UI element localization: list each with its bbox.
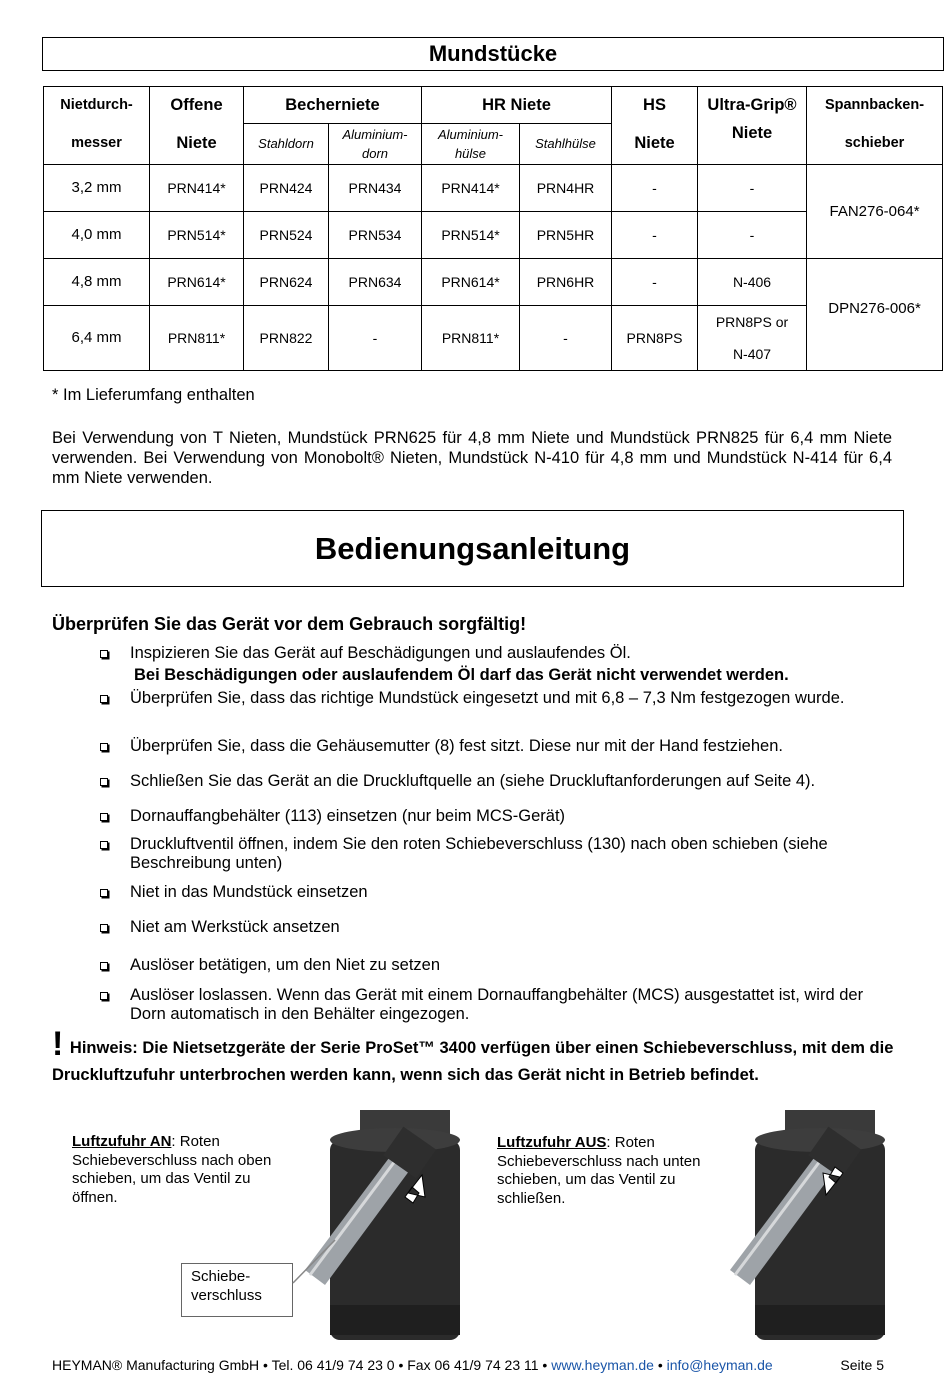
subheader-stahldorn: Stahldorn xyxy=(244,123,329,164)
list-item: Dornauffangbehälter (113) einsetzen (nur beim MCS-Gerät) xyxy=(130,807,566,825)
cell-ultragrip: N-406 xyxy=(698,258,807,305)
list-item-text: Inspizieren Sie das Gerät auf Beschädigungen und auslaufendes Öl. xyxy=(130,644,631,662)
cell-ultragrip-line-1: PRN8PS or xyxy=(715,313,789,330)
footer-website-link[interactable]: www.heyman.de xyxy=(551,1357,654,1373)
cell-hs: - xyxy=(612,164,698,211)
list-item: Überprüfen Sie, dass die Gehäusemutter (8) fest sitzt. Diese nur mit der Hand festziehen. xyxy=(130,737,783,755)
caption-air-on-text: : Roten Schiebeverschluss nach oben schieben, um das Ventil zu öffnen. xyxy=(72,1133,272,1206)
list-item: Überprüfen Sie, dass das richtige Mundstück eingesetzt und mit 6,8 – 7,3 Nm festgezogen wurde. xyxy=(130,689,845,707)
header-ultragrip-1: Ultra-Grip® xyxy=(698,87,807,124)
cell-ultragrip-line-2: N-407 xyxy=(732,345,772,362)
notice xyxy=(52,1025,912,1089)
cell-stahldorn: PRN624 xyxy=(244,258,329,305)
caption-air-off-title: Luftzufuhr AUS xyxy=(497,1134,607,1151)
cell-stahldorn: PRN424 xyxy=(244,164,329,211)
cell-stahldorn: PRN822 xyxy=(244,305,329,370)
notice-text: Hinweis: Die Nietsetzgeräte der Serie ProSet™ 3400 verfügen über einen Schiebeverschluss, mit dem die Druckluftzufuhr unterbrochen werden kann, wenn sich das Gerät nicht in Betrieb befindet. xyxy=(52,1039,894,1084)
cell-offene: PRN614* xyxy=(150,258,244,305)
cell-spannbacken-a: FAN276-064* xyxy=(807,164,943,258)
list-item-warning: Bei Beschädigungen oder auslaufendem Öl darf das Gerät nicht verwendet werden. xyxy=(134,666,789,684)
cell-hs: - xyxy=(612,211,698,258)
cell-stahldorn: PRN524 xyxy=(244,211,329,258)
cell-aluminium-huelse: PRN514* xyxy=(422,211,520,258)
header-nietdurch-2: messer xyxy=(44,123,150,164)
cell-hs: PRN8PS xyxy=(612,305,698,370)
list-item: Druckluftventil öffnen, indem Sie den roten Schiebeverschluss (130) nach oben schieben (siehe Beschreibung unten) xyxy=(130,835,828,872)
caption-air-off xyxy=(497,1134,717,1208)
checkbox-icon xyxy=(100,962,108,970)
section-title-mundstuecke: Mundstücke xyxy=(42,37,944,71)
checkbox-icon xyxy=(100,650,108,658)
cell-offene: PRN514* xyxy=(150,211,244,258)
cell-aluminium-huelse: PRN811* xyxy=(422,305,520,370)
cell-aluminium-dorn: PRN634 xyxy=(329,258,422,305)
cell-aluminium-dorn: - xyxy=(329,305,422,370)
cell-stahlhuelse: PRN6HR xyxy=(520,258,612,305)
footer-company: HEYMAN® Manufacturing GmbH • Tel. 06 41/9 74 23 0 • Fax 06 41/9 74 23 11 • xyxy=(52,1357,552,1373)
caption-air-off-text: : Roten Schiebeverschluss nach unten schieben, um das Ventil zu schließen. xyxy=(497,1134,701,1207)
cell-diameter: 6,4 mm xyxy=(44,305,150,370)
mouthpiece-table xyxy=(43,86,943,371)
subheader-aluminium-dorn: Aluminium-dorn xyxy=(329,123,422,164)
usage-paragraph: Bei Verwendung von T Nieten, Mundstück PRN625 für 4,8 mm Niete und Mundstück PRN825 für 6,4 mm Niete verwenden. Bei Verwendung von Monobolt® Nieten, Mundstück N-410 für 4,8 mm und Mundstück N-414 für 6,4 mm Niete verwenden. xyxy=(52,429,892,487)
checkbox-icon xyxy=(100,889,108,897)
header-offene-2: Niete xyxy=(150,123,244,164)
list-item: Schließen Sie das Gerät an die Druckluftquelle an (siehe Druckluftanforderungen auf Seite 4). xyxy=(130,772,816,790)
cell-offene: PRN414* xyxy=(150,164,244,211)
cell-aluminium-huelse: PRN414* xyxy=(422,164,520,211)
header-hs-2: Niete xyxy=(612,123,698,164)
cell-hs: - xyxy=(612,258,698,305)
footer-contact xyxy=(52,1357,773,1373)
cell-ultragrip: - xyxy=(698,211,807,258)
checkbox-icon xyxy=(100,695,108,703)
list-item xyxy=(130,644,890,685)
caption-air-on xyxy=(72,1133,287,1207)
caption-air-on-title: Luftzufuhr AN xyxy=(72,1133,172,1150)
header-spann-1: Spannbacken- xyxy=(807,87,943,124)
subheader-aluminium-huelse: Aluminium-hülse xyxy=(422,123,520,164)
warning-exclamation-icon: ! xyxy=(52,1025,64,1063)
cell-stahlhuelse: - xyxy=(520,305,612,370)
header-ultragrip-2: Niete xyxy=(698,123,807,164)
tool-air-on-image xyxy=(300,1105,465,1345)
list-item: Auslöser betätigen, um den Niet zu setzen xyxy=(130,956,441,974)
cell-stahlhuelse: PRN5HR xyxy=(520,211,612,258)
check-heading: Überprüfen Sie das Gerät vor dem Gebrauch sorgfältig! xyxy=(52,614,527,634)
cell-aluminium-dorn: PRN434 xyxy=(329,164,422,211)
cell-stahlhuelse: PRN4HR xyxy=(520,164,612,211)
footnote: * Im Lieferumfang enthalten xyxy=(52,386,255,404)
slide-lock-label: Schiebe-verschluss xyxy=(181,1263,293,1317)
list-item: Niet am Werkstück ansetzen xyxy=(130,918,340,936)
list-item: Auslöser loslassen. Wenn das Gerät mit einem Dornauffangbehälter (MCS) ausgestattet ist, wird der Dorn automatisch in den Behälter eingezogen. xyxy=(130,986,864,1023)
checkbox-icon xyxy=(100,841,108,849)
list-item: Niet in das Mundstück einsetzen xyxy=(130,883,368,901)
cell-diameter: 3,2 mm xyxy=(44,164,150,211)
checkbox-icon xyxy=(100,813,108,821)
cell-ultragrip: - xyxy=(698,164,807,211)
header-hr-niete: HR Niete xyxy=(422,87,612,124)
checkbox-icon xyxy=(100,924,108,932)
header-hs-1: HS xyxy=(612,87,698,124)
cell-aluminium-dorn: PRN534 xyxy=(329,211,422,258)
checkbox-icon xyxy=(100,743,108,751)
header-spann-2: schieber xyxy=(807,123,943,164)
cell-aluminium-huelse: PRN614* xyxy=(422,258,520,305)
cell-offene: PRN811* xyxy=(150,305,244,370)
cell-spannbacken-b: DPN276-006* xyxy=(807,258,943,370)
header-nietdurch-1: Nietdurch- xyxy=(44,87,150,124)
checkbox-icon xyxy=(100,778,108,786)
cell-ultragrip xyxy=(698,305,807,370)
label-pointer-line xyxy=(280,1230,350,1290)
cell-diameter: 4,8 mm xyxy=(44,258,150,305)
footer-email-link[interactable]: info@heyman.de xyxy=(666,1357,773,1373)
tool-air-off-image xyxy=(725,1105,890,1345)
footer xyxy=(52,1357,884,1373)
section-title-bedienungsanleitung: Bedienungsanleitung xyxy=(41,510,904,587)
header-offene-1: Offene xyxy=(150,87,244,124)
header-becherniete: Becherniete xyxy=(244,87,422,124)
checkbox-icon xyxy=(100,992,108,1000)
page-number: Seite 5 xyxy=(840,1357,884,1373)
cell-diameter: 4,0 mm xyxy=(44,211,150,258)
footer-separator: • xyxy=(653,1357,667,1373)
subheader-stahlhuelse: Stahlhülse xyxy=(520,123,612,164)
